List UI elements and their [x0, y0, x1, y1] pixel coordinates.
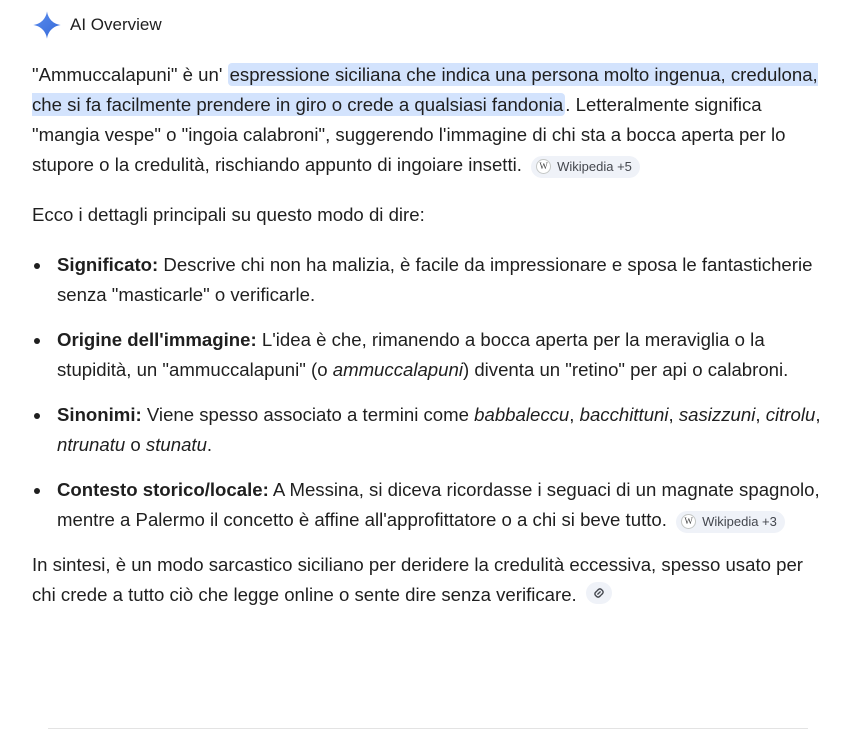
ai-overview-header — [32, 10, 162, 40]
period: . — [206, 434, 213, 455]
link-icon — [592, 586, 606, 600]
separator: , — [569, 404, 580, 425]
intro-text-end: . Letteralmente significa "mangia vespe" o "ingoia calabroni", suggerendo l'immagine di chi sta a bocca aperta per lo stupore o la credulità, rischiando appunto di ingoiare insetti. — [32, 94, 786, 175]
separator: , — [815, 404, 821, 425]
source-chip-label: Wikipedia +3 — [702, 513, 777, 529]
link-button[interactable] — [586, 582, 612, 604]
bullet-title: Significato: — [57, 254, 159, 275]
bullet-italic-term: ammuccalapuni — [332, 359, 463, 380]
highlighted-definition: espressione siciliana che indica una persona molto ingenua, credulona, che si fa facilmente prendere in giro o crede a qualsiasi fandonia — [32, 64, 818, 115]
synonym-term: citrolu — [765, 404, 816, 425]
intro-text-start: "Ammuccalapuni" è un' — [32, 64, 228, 85]
separator: , — [755, 404, 766, 425]
bullet-text: A Messina, si diceva ricordasse i seguaci di un magnate spagnolo, mentre a Palermo il concetto è affine all'approfittatore o a chi si beve tutto. — [57, 479, 820, 530]
synonym-term: bacchittuni — [579, 404, 669, 425]
list-item — [32, 475, 822, 535]
source-chip-wikipedia[interactable] — [531, 156, 640, 178]
bullet-text: L'idea è che, rimanendo a bocca aperta per la meraviglia o la stupidità, un "ammuccalapuni" (o — [57, 329, 765, 380]
summary-paragraph — [32, 550, 822, 610]
bullet-text: Viene spesso associato a termini come — [141, 404, 475, 425]
list-item — [32, 250, 822, 310]
synonym-term: babbaleccu — [474, 404, 570, 425]
bullet-text: ) diventa un "retino" per api o calabroni. — [462, 359, 789, 380]
details-list — [32, 250, 822, 535]
intro-paragraph — [32, 60, 822, 180]
bottom-divider — [48, 728, 808, 729]
ai-sparkle-icon — [32, 10, 62, 40]
bullet-title: Origine dell'immagine: — [57, 329, 257, 350]
wikipedia-icon: W — [681, 514, 696, 529]
bullet-title: Sinonimi: — [57, 404, 142, 425]
bullet-title: Contesto storico/locale: — [57, 479, 269, 500]
overview-content — [32, 60, 822, 610]
lead-paragraph: Ecco i dettagli principali su questo modo di dire: — [32, 204, 425, 225]
list-item — [32, 325, 822, 385]
source-chip-wikipedia[interactable] — [676, 511, 785, 533]
source-chip-label: Wikipedia +5 — [557, 158, 632, 174]
conjunction: o — [125, 434, 146, 455]
summary-text: In sintesi, è un modo sarcastico siciliano per deridere la credulità eccessiva, spesso usato per chi crede a tutto ciò che legge online o sente dire senza verificare. — [32, 554, 803, 605]
list-item — [32, 400, 822, 460]
separator: , — [668, 404, 679, 425]
synonym-term: sasizzuni — [678, 404, 756, 425]
ai-overview-title: AI Overview — [70, 15, 162, 34]
synonym-term: ntrunatu — [57, 434, 126, 455]
bullet-text: Descrive chi non ha malizia, è facile da impressionare e sposa le fantasticherie senza "masticarle" o verificarle. — [57, 254, 813, 305]
wikipedia-icon: W — [536, 159, 551, 174]
synonym-term: stunatu — [145, 434, 207, 455]
